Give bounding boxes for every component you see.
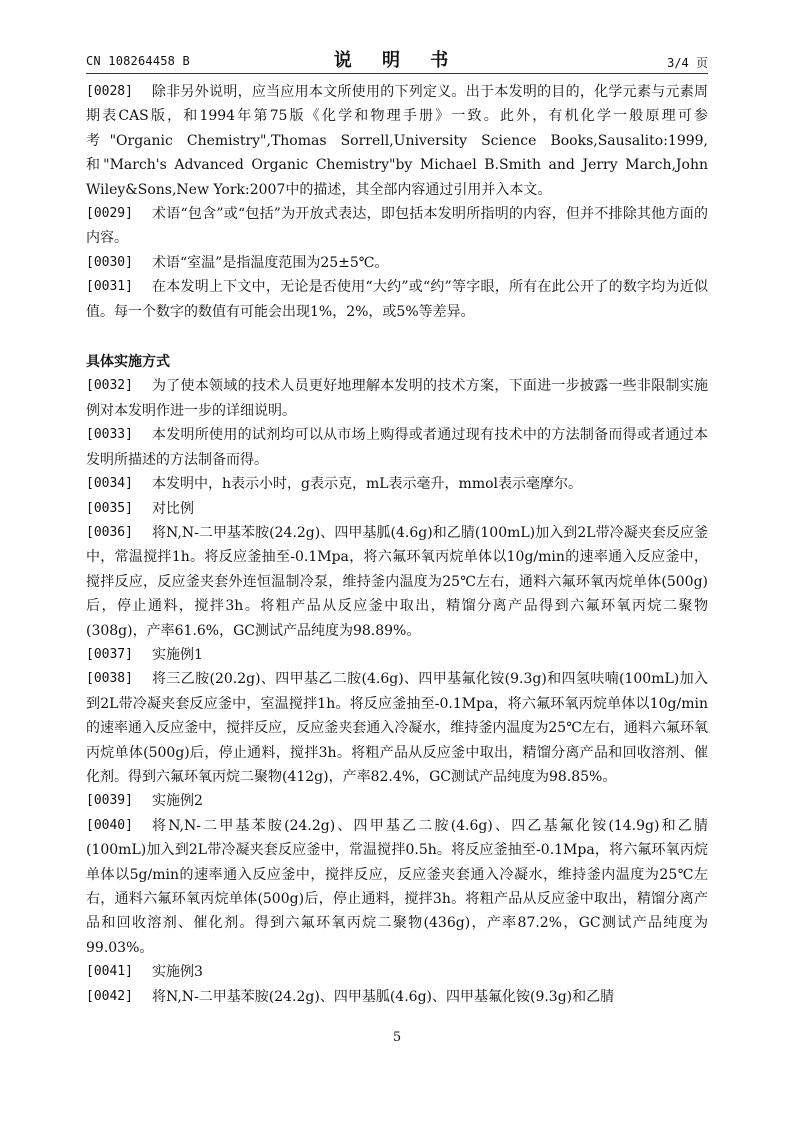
paragraph-number: [0035] — [86, 500, 133, 516]
document-body — [86, 80, 708, 1009]
paragraph — [86, 789, 708, 813]
paragraph-number: [0028] — [86, 84, 133, 99]
paragraph — [86, 960, 708, 984]
paragraph — [86, 985, 708, 1009]
section-heading: 具体实施方式 — [86, 354, 170, 371]
paragraph-text: 将N,N-二甲基苯胺(24.2g)、四甲基胍(4.6g)和乙腈(100mL)加入到2L带冷凝夹套反应釜中，常温搅拌1h。将反应釜抽至-0.1Mpa，将六氟环氧丙烷单体以10g/min的速率通入反应釜中，搅拌反应，反应釜夹套外连恒温制冷泵，维持釜内温度为25℃左右，通料六氟环氧丙烷单体(500g)后，停止通料，搅拌3h。将粗产品从反应釜中取出，精馏分离产品得到六氟环氧丙烷二聚物(308g)，产率61.6%，GC测试产品纯度为98.89%。 — [86, 524, 708, 639]
paragraph-number: [0039] — [86, 793, 133, 809]
paragraph-text: 实施例2 — [152, 793, 203, 810]
paragraph-text: 术语“室温”是指温度范围为25±5℃。 — [152, 254, 389, 271]
embodiments-section — [86, 374, 708, 1009]
paragraph-text: 本发明所使用的试剂均可以从市场上购得或者通过现有技术中的方法制备而得或者通过本发明所描述的方法制备而得。 — [86, 427, 708, 468]
paragraph-number: [0031] — [86, 279, 133, 295]
paragraph-text: 对比例 — [152, 500, 194, 517]
paragraph — [86, 275, 708, 324]
paragraph — [86, 497, 708, 521]
paragraph-number: [0034] — [86, 476, 133, 492]
paragraph-number: [0037] — [86, 646, 133, 662]
paragraph-text: 在本发明上下文中，无论是否使用“大约”或“约”等字眼，所有在此公开了的数字均为近似值。每一个数字的数值有可能会出现1%，2%，或5%等差异。 — [86, 279, 708, 320]
paragraph — [86, 667, 708, 789]
paragraph-text: 将三乙胺(20.2g)、四甲基乙二胺(4.6g)、四甲基氟化铵(9.3g)和四氢呋喃(100mL)加入到2L带冷凝夹套反应釜中，室温搅拌1h。将反应釜抽至-0.1Mpa，将六氟环氧丙烷单体以10g/min的速率通入反应釜中，搅拌反应，反应釜夹套通入冷凝水，维持釜内温度为25℃左右，通料六氟环氧丙烷单体(500g)后，停止通料，搅拌3h。将粗产品从反应釜中取出，精馏分离产品和回收溶剂、催化剂。得到六氟环氧丙烷二聚物(412g)，产率82.4%，GC测试产品纯度为98.85%。 — [86, 671, 708, 785]
paragraph-text: 实施例1 — [152, 646, 203, 663]
paragraph — [86, 374, 708, 423]
page-number: 5 — [392, 1030, 402, 1045]
paragraph — [86, 521, 708, 643]
paragraph-text: 为了使本领域的技术人员更好地理解本发明的技术方案，下面进一步披露一些非限制实施例对本发明作进一步的详细说明。 — [86, 378, 708, 419]
paragraph — [86, 202, 708, 251]
page-header — [86, 44, 708, 74]
header-divider — [86, 73, 708, 74]
page-indicator: 3/4 页 — [667, 56, 708, 70]
paragraph — [86, 643, 708, 667]
paragraph-text: 实施例3 — [152, 964, 203, 981]
paragraph-text: 除非另外说明，应当应用本文所使用的下列定义。出于本发明的目的，化学元素与元素周期表CAS版，和1994年第75版《化学和物理手册》一致。此外，有机化学一般原理可参考"Organic Chemistry",Thomas Sorrell,University Science Books,Sausalito:1999,和"March's Advanced Organic Chemistry"by Michael B.Smith and Jerry March,John Wiley&Sons,New York:2007中的描述，其全部内容通过引用并入本文。 — [86, 84, 708, 198]
paragraph-text: 将N,N-二甲基苯胺(24.2g)、四甲基乙二胺(4.6g)、四乙基氟化铵(14.9g)和乙腈(100mL)加入到2L带冷凝夹套反应釜中，常温搅拌0.5h。将反应釜抽至-0.1Mpa，将六氟环氧丙烷单体以5g/min的速率通入反应釜中，搅拌反应，反应釜夹套通入冷凝水，维持釜内温度为25℃左右，通料六氟环氧丙烷单体(500g)后，停止通料，搅拌3h。将粗产品从反应釜中取出，精馏分离产品和回收溶剂、催化剂。得到六氟环氧丙烷二聚物(436g)，产率87.2%，GC测试产品纯度为99.03%。 — [86, 817, 708, 956]
paragraph-number: [0038] — [86, 671, 133, 687]
definitions-section — [86, 80, 708, 324]
paragraph — [86, 472, 708, 496]
paragraph-number: [0042] — [86, 988, 133, 1004]
patent-number: CN 108264458 B — [86, 54, 190, 68]
paragraph — [86, 251, 708, 275]
paragraph-number: [0030] — [86, 254, 133, 270]
paragraph-text: 将N,N-二甲基苯胺(24.2g)、四甲基胍(4.6g)、四甲基氟化铵(9.3g)和乙腈 — [152, 988, 615, 1005]
paragraph-text: 术语“包含”或“包括”为开放式表达，即包括本发明所指明的内容，但并不排除其他方面的内容。 — [86, 206, 708, 247]
document-title: 说 明 书 — [333, 50, 461, 71]
paragraph-text: 本发明中，h表示小时，g表示克，mL表示毫升，mmol表示毫摩尔。 — [152, 476, 583, 493]
paragraph — [86, 423, 708, 472]
paragraph-number: [0040] — [86, 817, 133, 833]
paragraph — [86, 80, 708, 202]
paragraph-number: [0032] — [86, 378, 133, 394]
paragraph-number: [0029] — [86, 206, 133, 222]
paragraph-number: [0036] — [86, 524, 133, 540]
paragraph — [86, 814, 708, 960]
paragraph-number: [0033] — [86, 427, 133, 443]
paragraph-number: [0041] — [86, 964, 133, 980]
